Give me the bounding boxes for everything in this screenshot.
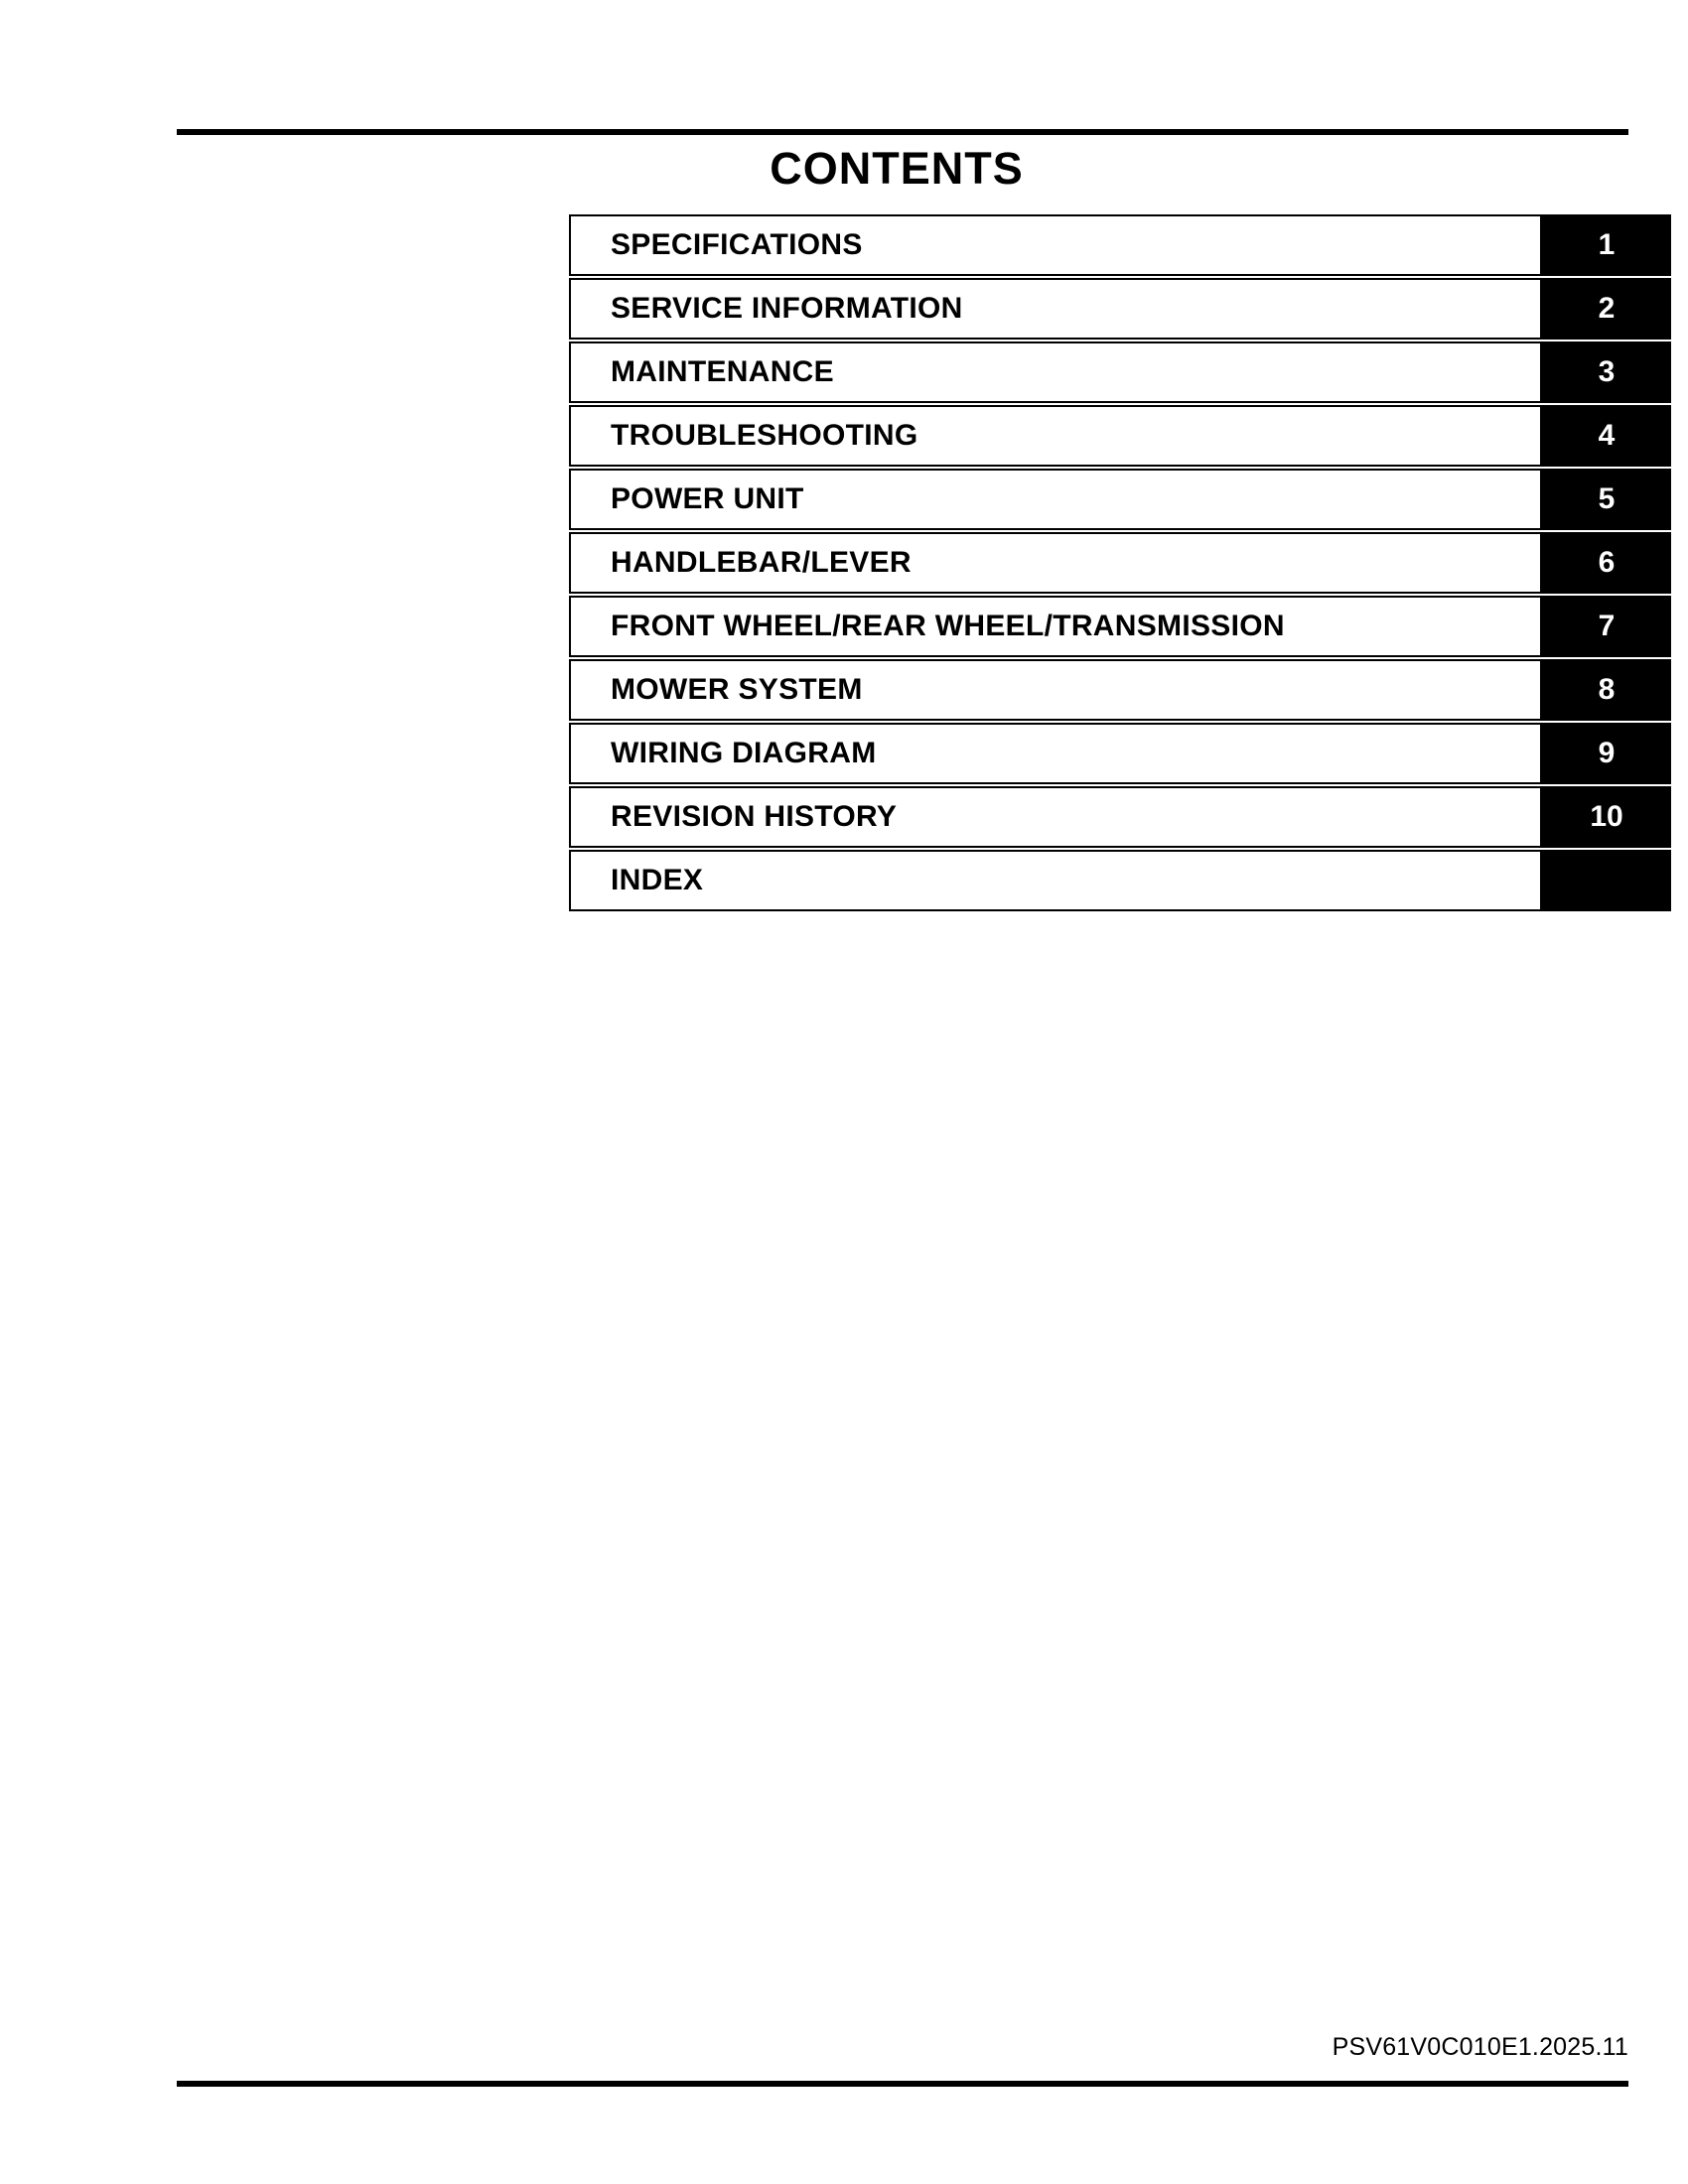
toc-entry-number: 3 (1542, 341, 1671, 403)
toc-entry-label: WIRING DIAGRAM (611, 737, 877, 769)
list-item[interactable] (569, 278, 1671, 340)
list-item[interactable] (569, 723, 1671, 784)
toc-entry-number: 5 (1542, 469, 1671, 530)
list-item[interactable] (569, 659, 1671, 721)
toc-entry-label: MOWER SYSTEM (611, 673, 863, 706)
toc-entry-label-cell[interactable] (569, 469, 1542, 530)
toc-entry-label: SPECIFICATIONS (611, 228, 863, 261)
toc-entry-number: 1 (1542, 214, 1671, 276)
toc-entry-number: 6 (1542, 532, 1671, 594)
toc-entry-label: INDEX (611, 864, 704, 896)
header-rule (177, 129, 1628, 135)
toc-entry-label-cell[interactable] (569, 405, 1542, 467)
document-code: PSV61V0C010E1.2025.11 (1332, 2033, 1628, 2061)
list-item[interactable] (569, 341, 1671, 403)
list-item[interactable] (569, 596, 1671, 657)
toc-entry-label-cell[interactable] (569, 532, 1542, 594)
toc-entry-label: POWER UNIT (611, 482, 804, 515)
toc-entry-label-cell[interactable] (569, 659, 1542, 721)
list-item[interactable] (569, 405, 1671, 467)
toc-entry-number: 4 (1542, 405, 1671, 467)
toc-entry-number: 9 (1542, 723, 1671, 784)
toc-entry-label: SERVICE INFORMATION (611, 292, 963, 325)
toc-entry-label: FRONT WHEEL/REAR WHEEL/TRANSMISSION (611, 610, 1285, 642)
toc-entry-number: 10 (1542, 786, 1671, 848)
toc-entry-number: 8 (1542, 659, 1671, 721)
list-item[interactable] (569, 532, 1671, 594)
page-title: CONTENTS (770, 143, 1024, 194)
toc-entry-label-cell[interactable] (569, 278, 1542, 340)
toc-entry-label-cell[interactable] (569, 786, 1542, 848)
toc-entry-label: HANDLEBAR/LEVER (611, 546, 912, 579)
toc-entry-number (1542, 850, 1671, 911)
toc-entry-label-cell[interactable] (569, 723, 1542, 784)
toc-entry-label-cell[interactable] (569, 341, 1542, 403)
footer-rule (177, 2081, 1628, 2087)
list-item[interactable] (569, 786, 1671, 848)
toc-entry-label-cell[interactable] (569, 596, 1542, 657)
toc-entry-label: MAINTENANCE (611, 355, 834, 388)
toc-entry-label: REVISION HISTORY (611, 800, 898, 833)
toc-entry-label-cell[interactable] (569, 850, 1542, 911)
toc-entry-label: TROUBLESHOOTING (611, 419, 918, 452)
table-of-contents (569, 214, 1671, 913)
toc-entry-number: 2 (1542, 278, 1671, 340)
list-item[interactable] (569, 469, 1671, 530)
list-item[interactable] (569, 850, 1671, 911)
list-item[interactable] (569, 214, 1671, 276)
toc-entry-label-cell[interactable] (569, 214, 1542, 276)
toc-entry-number: 7 (1542, 596, 1671, 657)
